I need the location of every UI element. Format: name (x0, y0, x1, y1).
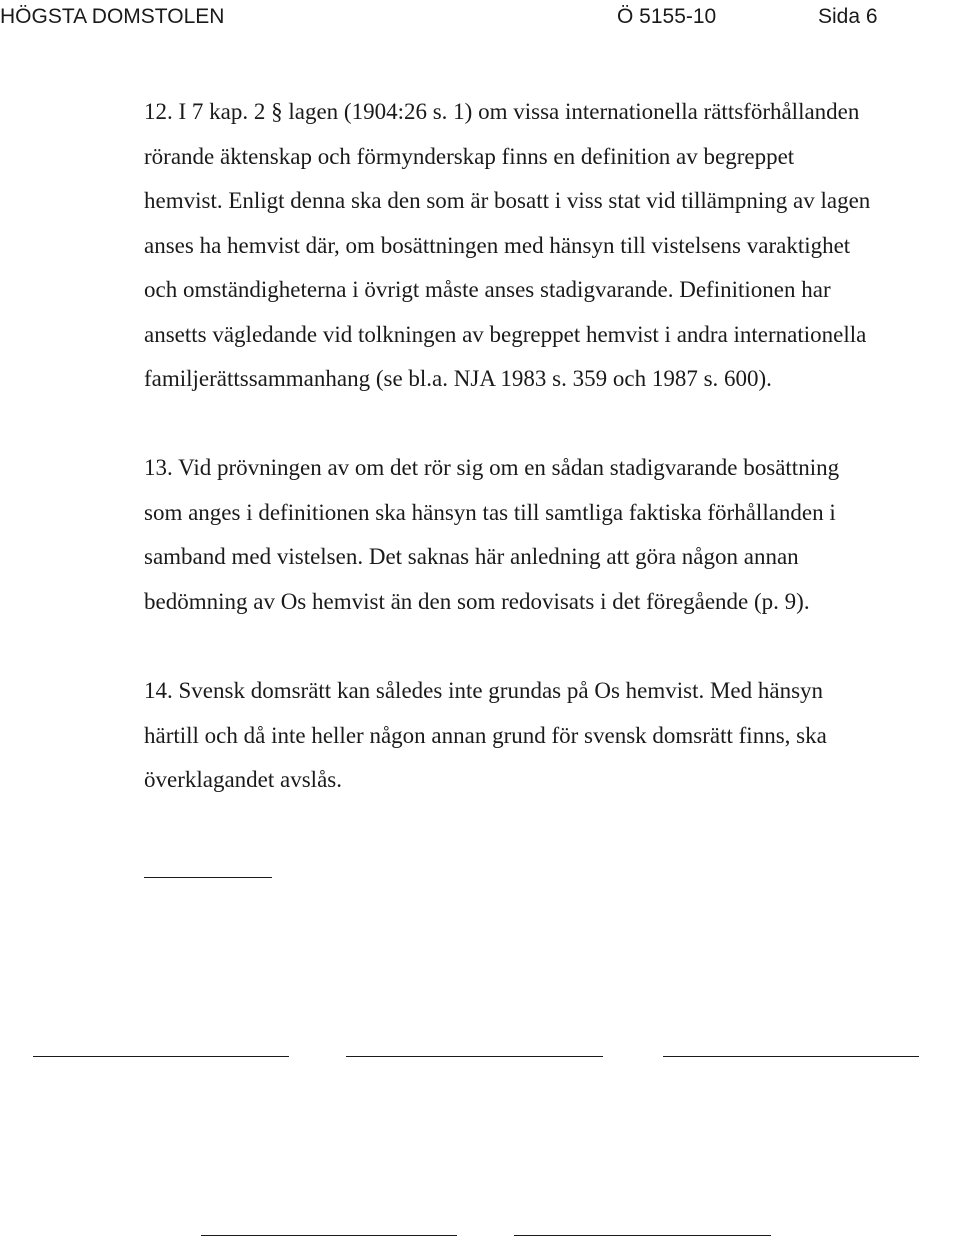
signature-line-5 (514, 1235, 771, 1236)
paragraph-line: bedömning av Os hemvist än den som redovisats i det föregående (p. 9). (144, 588, 810, 614)
paragraph-line: härtill och då inte heller någon annan grund för svensk domsrätt finns, ska (144, 722, 827, 748)
paragraph-14 (144, 669, 960, 803)
court-name: HÖGSTA DOMSTOLEN (0, 5, 225, 28)
paragraph-line: familjerättssammanhang (se bl.a. NJA 1983 s. 359 och 1987 s. 600). (144, 366, 772, 391)
paragraph-line: som anges i definitionen ska hänsyn tas till samtliga faktiska förhållanden i (144, 499, 836, 525)
paragraph-line: 14. Svensk domsrätt kan således inte grundas på Os hemvist. Med hänsyn (144, 678, 824, 703)
page-header (0, 0, 960, 34)
paragraph-12 (144, 90, 960, 402)
signature-line-2 (346, 1056, 603, 1057)
paragraph-line: anses ha hemvist där, om bosättningen med hänsyn till vistelsens varaktighet (144, 232, 851, 258)
paragraph-line: samband med vistelsen. Det saknas här anledning att göra någon annan (144, 544, 799, 569)
signature-line-1 (33, 1056, 289, 1057)
paragraph-line: överklagandet avslås. (144, 767, 342, 792)
paragraph-line: och omständigheterna i övrigt måste anses stadigvarande. Definitionen har (144, 277, 831, 302)
paragraph-13 (144, 446, 960, 624)
separator-line (144, 877, 272, 878)
paragraph-line: rörande äktenskap och förmynderskap finns en definition av begreppet (144, 143, 795, 169)
paragraph-line: 12. I 7 kap. 2 § lagen (1904:26 s. 1) om vissa internationella rättsförhållanden (144, 99, 860, 124)
page-number: Sida 6 (818, 5, 878, 28)
signature-line-4 (201, 1235, 457, 1236)
case-number: Ö 5155-10 (617, 5, 717, 28)
paragraph-line: hemvist. Enligt denna ska den som är bosatt i viss stat vid tillämpning av lagen (144, 188, 871, 213)
paragraph-line: ansetts vägledande vid tolkningen av begreppet hemvist i andra internationella (144, 321, 867, 347)
paragraph-line: 13. Vid prövningen av om det rör sig om en sådan stadigvarande bosättning (144, 455, 840, 480)
signature-line-3 (663, 1056, 919, 1057)
